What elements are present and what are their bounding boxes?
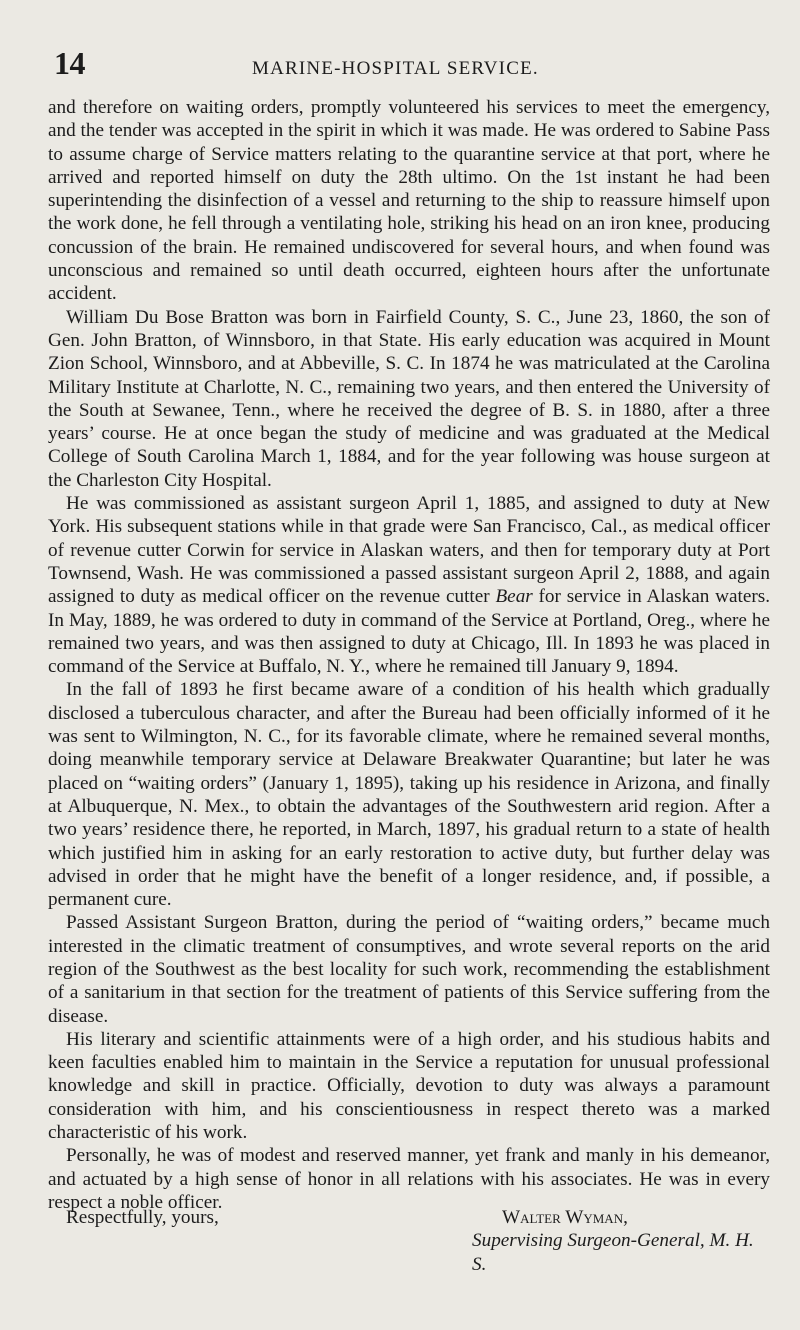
paragraph-personal: Personally, he was of modest and reserved manner, yet frank and manly in his demeanor, and actuated by a high sense of honor in all relations with his associates. He was in every respect a noble officer. [48, 1145, 770, 1213]
closing-salutation: Respectfully, yours, [66, 1207, 219, 1228]
paragraph-climatic-treatment: Passed Assistant Surgeon Bratton, during the period of “waiting orders,” became much interested in the climatic treatment of consumptives, and wrote several reports on the arid region of the Southwest as the best locality for such work, recommending the establishment of a sanitarium in that section for the treatment of patients of this Service suffering from the disease. [48, 912, 770, 1027]
body-text [48, 96, 770, 1214]
paragraph-service-record: He was commissioned as assistant surgeon April 1, 1885, and assigned to duty at New York. His subsequent stations while in that grade were San Francisco, Cal., as medical officer of revenue cutter Corwin for service in Alaskan waters, and then for temporary duty at Port Townsend, Wash. He was commissioned a passed assistant surgeon April 2, 1888, and again assigned to duty as medical officer on the revenue cutter Bear for service in Alaskan waters. In May, 1889, he was ordered to duty in command of the Service at Portland, Oreg., where he remained two years, and was then assigned to duty at Chicago, Ill. In 1893 he was placed in command of the Service at Buffalo, N. Y., where he remained till January 9, 1894. [48, 493, 770, 678]
signatory-title: Supervising Surgeon-General, M. H. S. [472, 1230, 754, 1275]
paragraph-attainments: His literary and scientific attainments were of a high order, and his studious habits and keen faculties enabled him to maintain in the Service a reputation for unusual professional knowledge and skill in practice. Officially, devotion to duty was always a paramount consideration with him, and his conscientiousness in respect thereto was a marked characteristic of his work. [48, 1028, 770, 1144]
page-header [0, 46, 800, 86]
signature-block [48, 1206, 770, 1275]
page-number: 14 [54, 45, 85, 81]
signatory-name: Walter Wyman, [502, 1207, 628, 1228]
running-head: MARINE-HOSPITAL SERVICE. [252, 58, 539, 79]
paragraph-biography: William Du Bose Bratton was born in Fairfield County, S. C., June 23, 1860, the son of Gen. John Bratton, of Winnsboro, in that State. His early education was acquired in Mount Zion School, Winnsboro, and at Abbeville, S. C. In 1874 he was matriculated at the Carolina Military Institute at Charlotte, N. C., remaining two years, and then entered the University of the South at Sewanee, Tenn., where he received the degree of B. S. in 1880, after a three years’ course. He at once began the study of medicine and was graduated at the Medical College of South Carolina March 1, 1884, and for the year following was house surgeon at the Charleston City Hospital. [48, 306, 770, 491]
vessel-name: Bear [495, 586, 533, 608]
paragraph-health: In the fall of 1893 he first became aware of a condition of his health which gradually disclosed a tuberculous character, and after the Bureau had been officially informed of it he was sent to Wilmington, N. C., for its favorable climate, where he remained several months, doing meanwhile temporary service at Delaware Breakwater Quarantine; but later he was placed on “waiting orders” (January 1, 1895), taking up his residence in Arizona, and finally at Albuquerque, N. Mex., to obtain the advantages of the Southwestern arid region. After a two years’ residence there, he reported, in March, 1897, his gradual return to a state of health which justified him in asking for an early restoration to active duty, but further delay was advised in order that he might have the benefit of a longer residence, and, if possible, a permanent cure. [48, 679, 770, 911]
paragraph-continuation: and therefore on waiting orders, promptly volunteered his services to meet the emergency, and the tender was accepted in the spirit in which it was made. He was ordered to Sabine Pass to assume charge of Service matters relating to the quarantine service at that port, where he arrived and reported himself on duty the 28th ultimo. On the 1st instant he had been superintending the disinfection of a vessel and returning to the ship to reassure himself upon the work done, he fell through a ventilating hole, striking his head on an iron knee, producing concussion of the brain. He remained undiscovered for several hours, and when found was unconscious and remained so until death occurred, eighteen hours after the unfortunate accident. [48, 97, 770, 305]
